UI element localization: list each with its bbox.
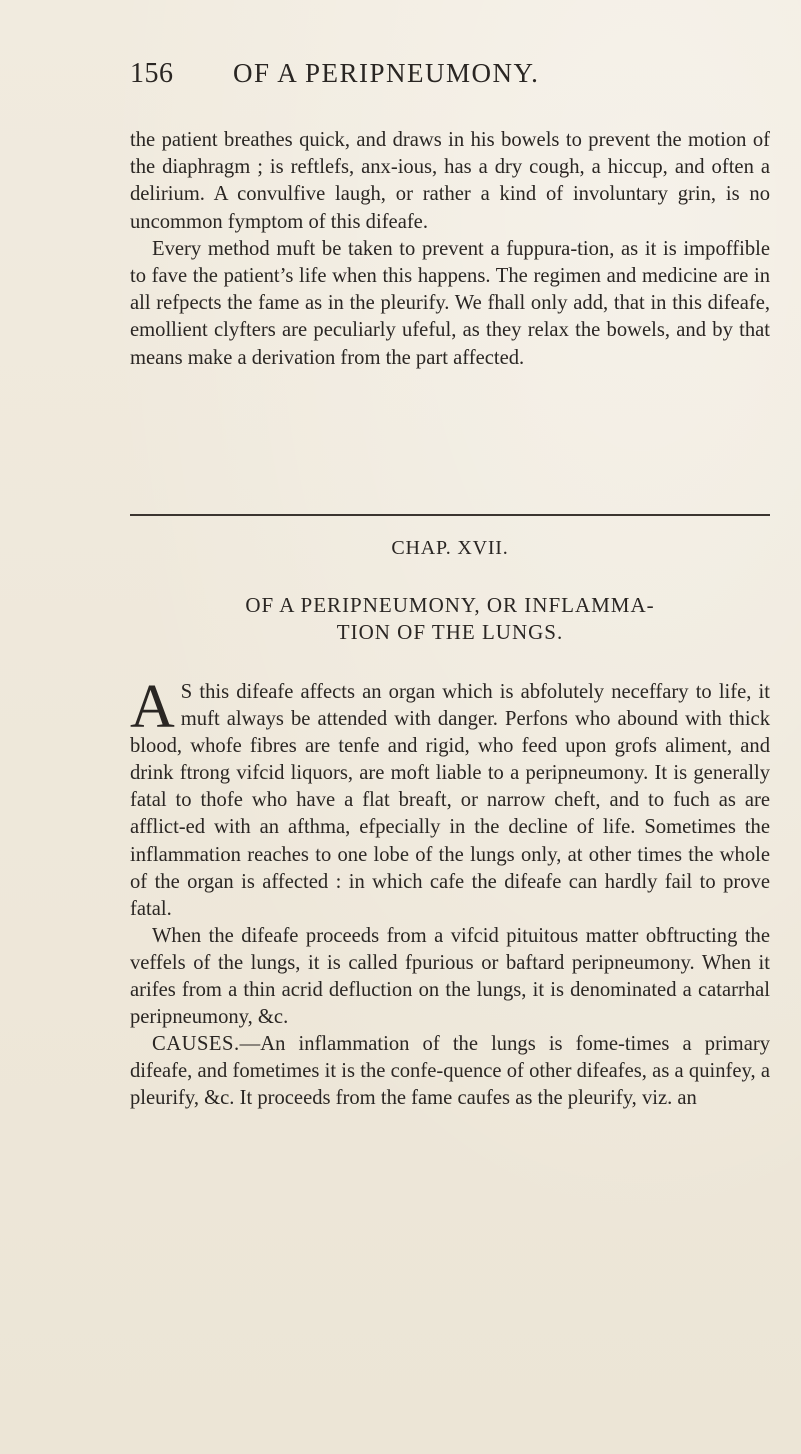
- paragraph-treatment: Every method muft be taken to prevent a fuppura-tion, as it is impoffible to fave the patient’s life when this happens. The regimen and medicine are in all refpects the fame as in the pleurify. We fhall only add, that in this difeafe, emollient clyfters are peculiarly ufeful, as they relax the bowels, and by that means make a derivation from the part affected.: [130, 237, 770, 369]
- chapter-title-line-1: OF A PERIPNEUMONY, OR INFLAMMA-: [245, 593, 655, 617]
- chapter-title-line-2: TION OF THE LUNGS.: [336, 620, 564, 644]
- paragraph-causes: [130, 1031, 770, 1112]
- continued-text: [130, 127, 770, 372]
- page-header: [130, 58, 770, 98]
- causes-text: —An inflammation of the lungs is fome-times a primary difeafe, and fometimes it is the confe-quence of other difeafes, as a quinfey, a pleurify, &c. It proceeds from the fame caufes as the pleurify, viz. an: [130, 1033, 770, 1110]
- paragraph-symptoms: the patient breathes quick, and draws in his bowels to prevent the motion of the diaphragm ; is reftlefs, anx-ious, has a dry cough, a hiccup, and often a delirium. A convulfive laugh, or rather a kind of involuntary grin, is no uncommon fymptom of this difeafe.: [130, 129, 770, 233]
- section-divider: [130, 514, 770, 516]
- causes-heading: CAUSES.: [152, 1033, 240, 1056]
- paragraph-opening: [130, 673, 770, 923]
- paragraph-spurious: When the difeafe proceeds from a vifcid pituitous matter obftructing the veffels of the lungs, it is called fpurious or baftard peripneumony. When it arifes from a thin acrid defluction on the lungs, it is denominated a catarrhal peripneumony, &c.: [130, 924, 770, 1029]
- page-number: 156: [130, 58, 174, 89]
- chapter-title: [130, 592, 770, 646]
- chapter-body: [130, 673, 770, 1113]
- drop-cap: A: [130, 673, 175, 741]
- chapter-number: CHAP. XVII.: [391, 537, 509, 559]
- running-head: OF A PERIPNEUMONY.: [233, 58, 540, 88]
- opening-text: S this difeafe affects an organ which is abfolutely neceffary to life, it muft always be attended with danger. Perfons who abound with thick blood, whofe fibres are tenfe and rigid, who feed upon grofs aliment, and drink ftrong vifcid liquors, are moft liable to a peripneumony. It is generally fatal to thofe who have a flat breaft, or narrow cheft, and to fuch as are afflict-ed with an afthma, efpecially in the decline of life. Sometimes the inflammation reaches to one lobe of the lungs only, at other times the whole of the organ is affected : in which cafe the difeafe can hardly fail to prove fatal.: [130, 681, 770, 920]
